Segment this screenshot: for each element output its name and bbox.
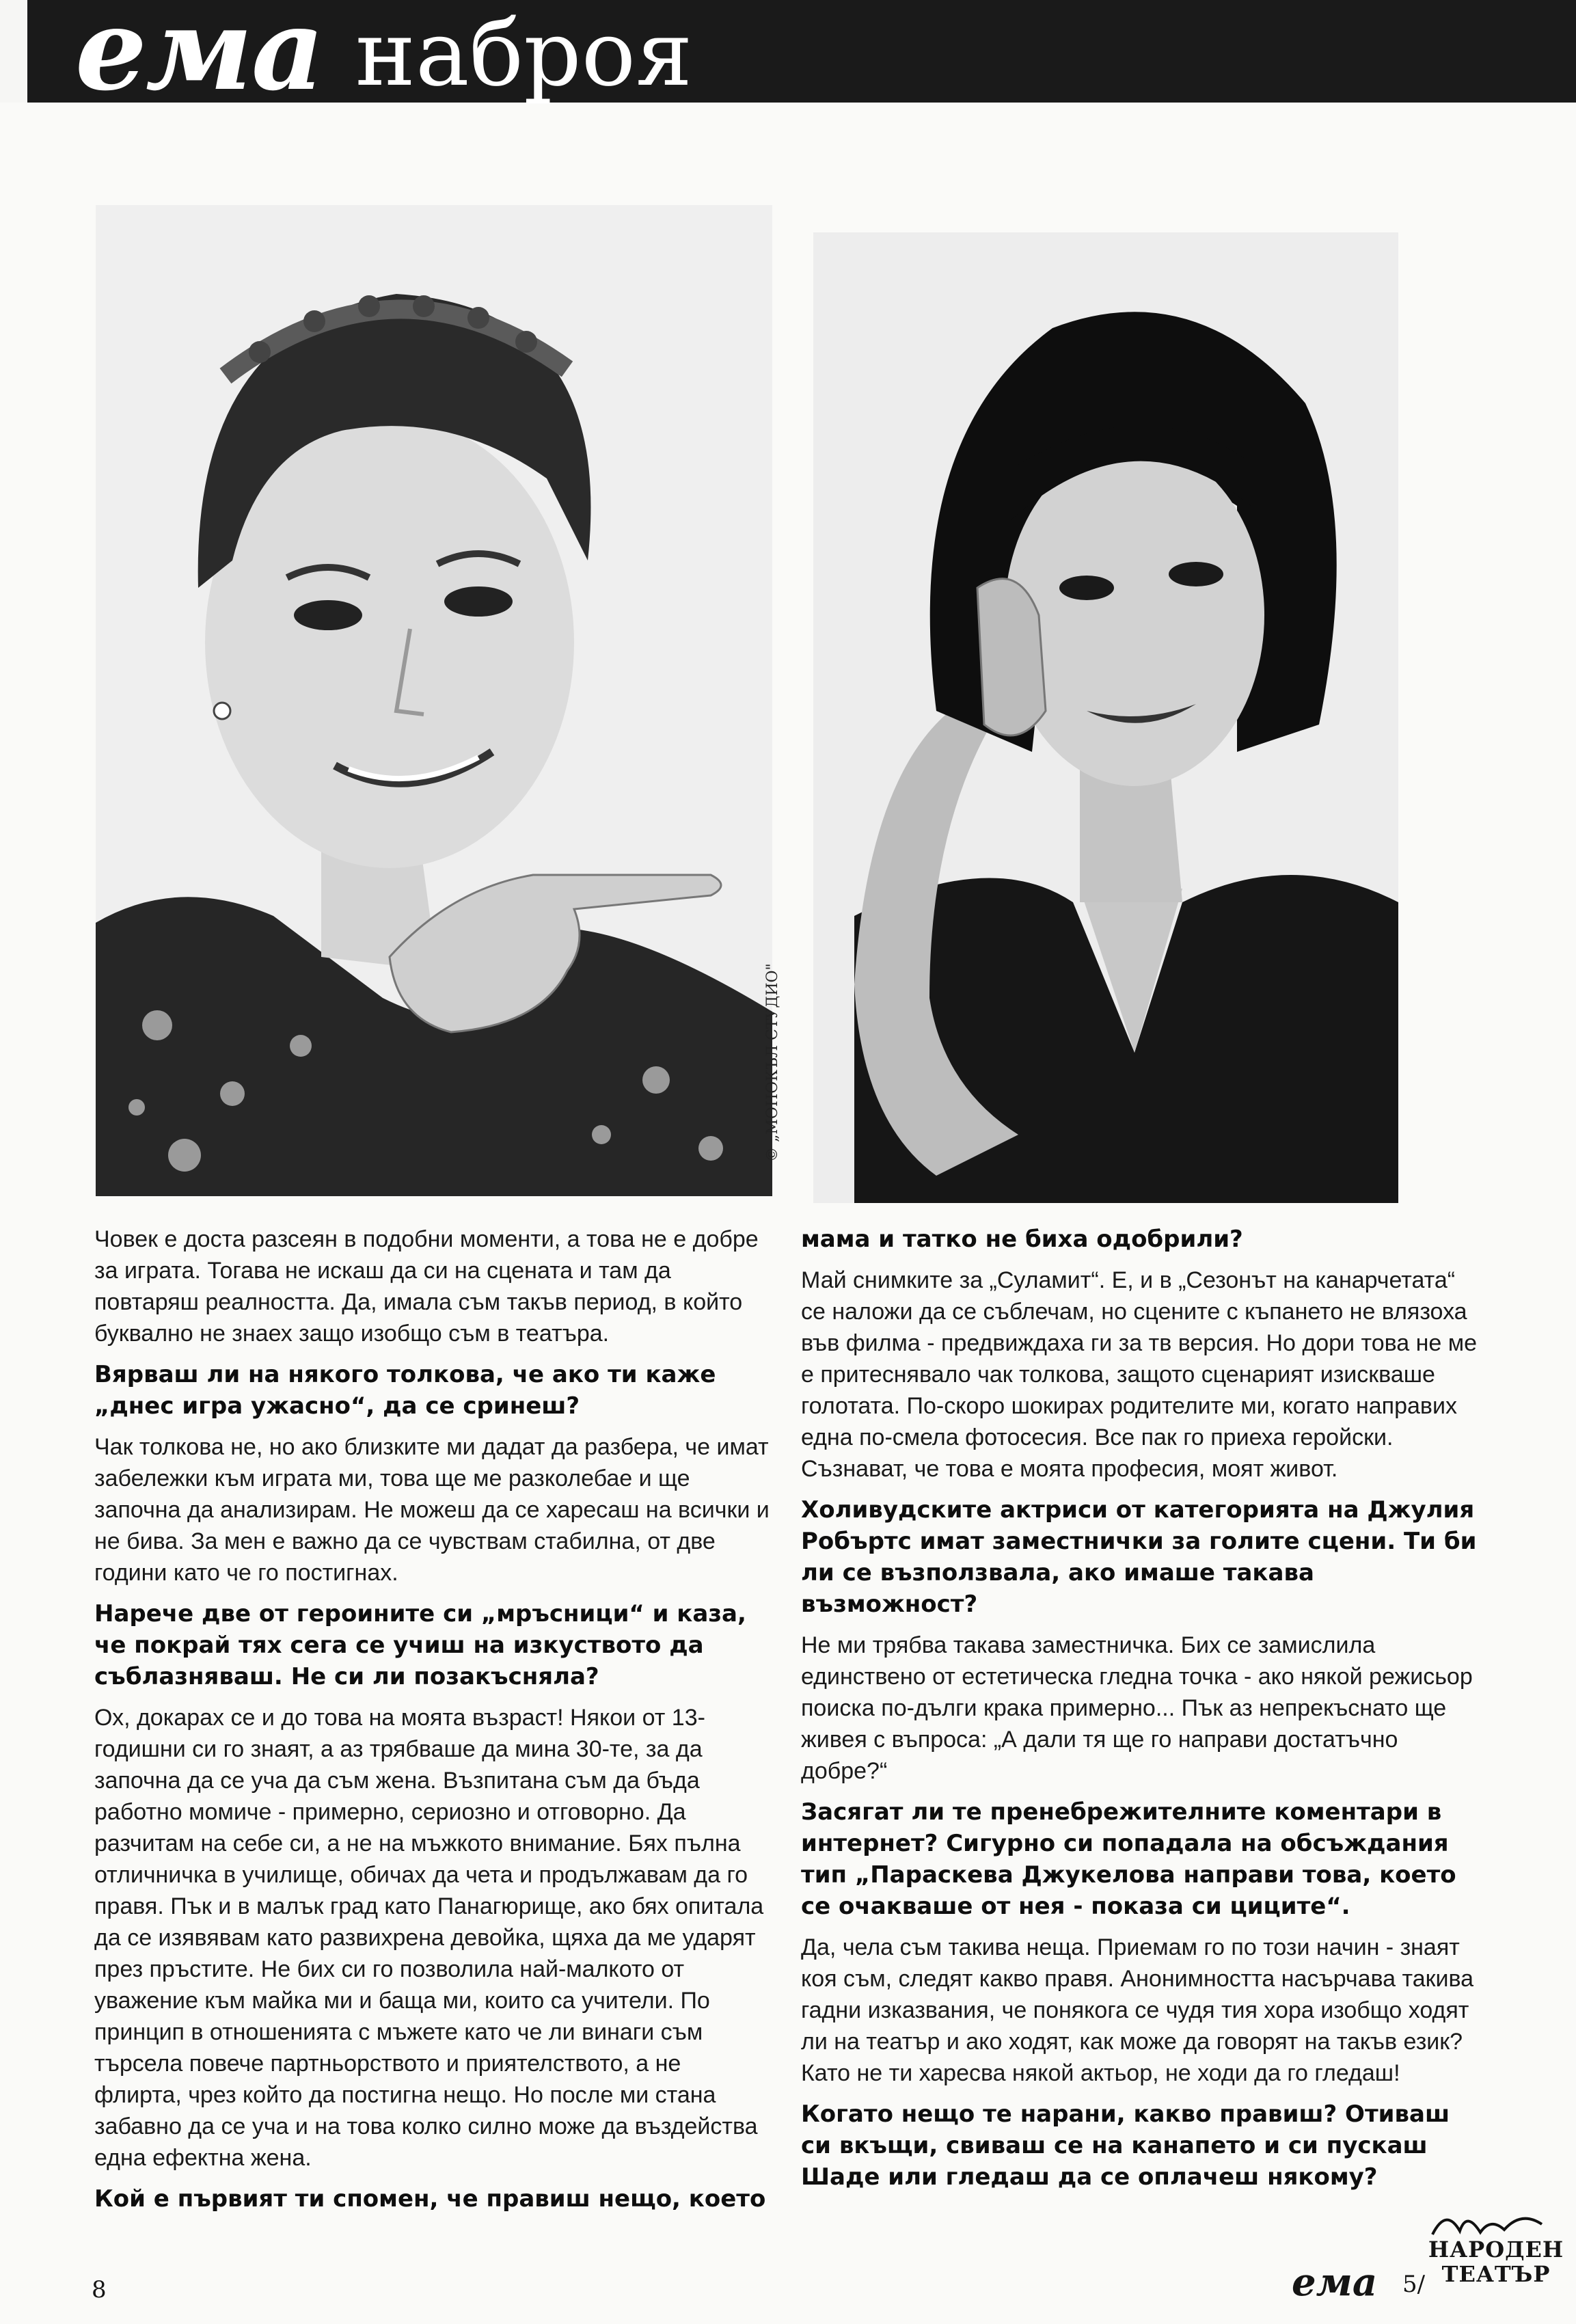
footer-issue-number: 5/ — [1402, 2271, 1426, 2298]
page-number-left: 8 — [92, 2276, 107, 2303]
interview-question: Засягат ли те пренебрежителните коментари в интернет? Сигурно си попадала на обсъждания тип „Параскева Джукелова направи това, което се очакваше от нея - показа си циците“. — [801, 1798, 1456, 1920]
photo-credit: © „МОНОКЪЛ СТУДИО" — [764, 963, 781, 1162]
answer-paragraph: Човек е доста разсеян в подобни моменти, а това не е добре за играта. Тогава не искаш да си на сцената и там да повтаряш реалността. Да, имала съм такъв период, в който буквално не знаех защо изобщо съм в театъра. — [94, 1226, 759, 1347]
answer-paragraph: Да, чела съм такива неща. Приемам го по този начин - знаят коя съм, следят какво правя. Анонимността насърчава такива гадни изказвания, че понякога се чудя тия хора изобщо ходят ли на театър и ако ходят, как може да говорят на такъв език? Като не ти харесва някой актьор, не ходи да го гледаш! — [801, 1934, 1474, 2086]
logo-text-line1: НАРОДЕН — [1428, 2237, 1564, 2262]
header-edge — [0, 0, 27, 103]
photo-left-portrait — [96, 205, 772, 1196]
article-column-left — [94, 1224, 771, 2224]
portrait-right-illustration — [813, 232, 1398, 1203]
interview-question: Вярваш ли на някого толкова, че ако ти каже „днес игра ужасно“, да се сринеш? — [94, 1361, 716, 1420]
interview-question: Кой е първият ти спомен, че правиш нещо, което — [94, 2185, 766, 2213]
photo-right-portrait — [813, 232, 1398, 1203]
answer-paragraph: Ох, докарах се и до това на моята възраст! Някои от 13-годишни си го знаят, а аз трябваше да мина 30-те, за да започна да се уча да съм жена. Възпитана съм да бъда работно момиче - примерно, сериозно и отговорно. Да разчитам на себе си, а не на мъжкото внимание. Бях пълна отличничка в училище, обичах да чета и продължавам да го правя. Пък и в малък град като Панагюрище, ако бях опитала да се изявявам като развихрена девойка, щяха да ме ударят през пръстите. Не бих си го позволила най-малкото от уважение към майка ми и баща ми, които са учители. По принцип в отношенията с мъжете като че ли винаги съм търсела повече партньорството и приятелството, а не флирта, чрез който да постигна нещо. Но после ми стана забавно да се уча и на това колко силно може да въздейства една ефектна жена. — [94, 1705, 764, 2171]
magazine-brand-title: ема — [75, 0, 323, 116]
answer-paragraph: Май снимките за „Суламит“. Е, и в „Сезонът на канарчетата“ се наложи да се съблечам, но сцените с къпането не влязоха във филма - предвиждаха ги за тв версия. Но дори това не ме е притеснявало чак толкова, защото сценарият изискваше голотата. По-скоро шокирах родителите ми, когато направих една по-смела фотосесия. Все пак го приеха геройски. Съзнават, че това е моята професия, моят живот. — [801, 1267, 1478, 1482]
interview-question: Нарече две от героините си „мръсници“ и каза, че покрай тях сега се учиш на изкуството да съблазняваш. Не си ли позакъсняла? — [94, 1600, 746, 1690]
interview-question: мама и татко не биха одобрили? — [801, 1226, 1243, 1253]
footer-brand: ема — [1292, 2260, 1378, 2305]
answer-paragraph: Чак толкова не, но ако близките ми дадат да разбера, че имат забележки към играта ми, това ще ме разколебае и ще започна да анализирам. Не можеш да се харесаш на всички и не бива. За мен е важно да се чувствам стабилна, от две години като че го постигнах. — [94, 1434, 770, 1586]
logo-text-line2: ТЕАТЪР — [1441, 2261, 1551, 2287]
section-title: наброя — [355, 1, 693, 107]
portrait-left-illustration — [96, 205, 772, 1196]
article-column-right — [801, 1224, 1478, 2202]
interview-question: Холивудските актриси от категорията на Джулия Робъртс имат заместнички за голите сцени. Ти би ли се възползвала, ако имаше такава възможност? — [801, 1496, 1477, 1618]
interview-question: Когато нещо те нарани, какво правиш? Отиваш си вкъщи, свиваш се на канапето и си пускаш Шаде или гледаш да се оплачеш някому? — [801, 2100, 1450, 2191]
national-theatre-logo — [1426, 2204, 1566, 2306]
answer-paragraph: Не ми трябва такава заместничка. Бих се замислила единствено от естетическа гледна точка - ако някой режисьор поиска по-дълги крака примерно... Пък аз непрекъснато ще живея с въпроса: „А дали тя ще го направи достатъчно добре?“ — [801, 1632, 1473, 1784]
